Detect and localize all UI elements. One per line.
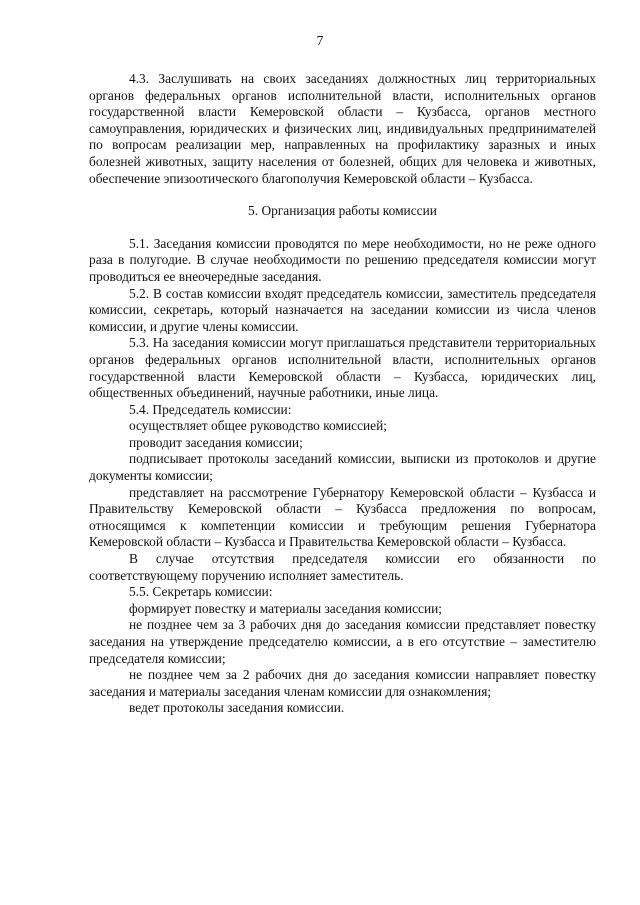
paragraph-5-1: 5.1. Заседания комиссии проводятся по мере необходимости, но не реже одного раза в полугодие. В случае необходимости по решению председателя комиссии могут проводиться ее внеочередные заседания. [89, 235, 596, 284]
paragraph-4-3: 4.3. Заслушивать на своих заседаниях должностных лиц территориальных органов федеральных органов исполнительной власти, исполнительных органов государственной власти Кемеровской области – Кузбасса, органов местного самоуправления, юридических и физических лиц, индивидуальных предпринимателей по вопросам реализации мер, направленных на профилактику заразных и иных болезней животных, защиту населения от болезней, общих для человека и животных, обеспечение эпизоотического благополучия Кемеровской области – Кузбасса. [89, 71, 596, 186]
list-item: представляет на рассмотрение Губернатору Кемеровской области – Кузбасса и Правительству Кемеровской области – Кузбасса предложения по вопросам, относящимся к компетенции комиссии и требующим решения Губернатора Кемеровской области – Кузбасса и Правительства Кемеровской области – Кузбасса. [89, 484, 596, 550]
paragraph-5-4: 5.4. Председатель комиссии: [129, 401, 292, 417]
paragraph-5-3: 5.3. На заседания комиссии могут приглашаться представители территориальных органов федеральных органов исполнительной власти, исполнительных органов государственной власти Кемеровской области – Кузбасса, юридических лиц, общественных объединений, научные работники, иные лица. [89, 335, 596, 401]
list-item: проводит заседания комиссии; [129, 434, 303, 450]
document-body [89, 71, 596, 717]
paragraph-5-2: 5.2. В состав комиссии входят председатель комиссии, заместитель председателя комиссии, секретарь, который назначается на заседании комиссии из числа членов комиссии, и другие члены комиссии. [89, 285, 596, 334]
list-item: осуществляет общее руководство комиссией; [129, 418, 388, 434]
section-heading: 5. Организация работы комиссии [248, 203, 437, 219]
page-number: 7 [316, 33, 324, 48]
list-item: не позднее чем за 2 рабочих дня до заседания комиссии направляет повестку заседания и материалы заседания членам комиссии для ознакомления; [89, 667, 596, 699]
list-item: ведет протоколы заседания комиссии. [129, 700, 345, 716]
list-item: подписывает протоколы заседаний комиссии, выписки из протоколов и другие документы комиссии; [89, 451, 596, 484]
paragraph-5-5: 5.5. Секретарь комиссии: [129, 584, 273, 600]
list-item: формирует повестку и материалы заседания комиссии; [129, 600, 443, 616]
paragraph-absence: В случае отсутствия председателя комиссии его обязанности по соответствующему поручению исполняет заместитель. [89, 551, 596, 583]
list-item: не позднее чем за 3 рабочих дня до заседания комиссии представляет повестку заседания на утверждение председателю комиссии, а в его отсутствие – заместителю председателя комиссии; [89, 617, 596, 666]
